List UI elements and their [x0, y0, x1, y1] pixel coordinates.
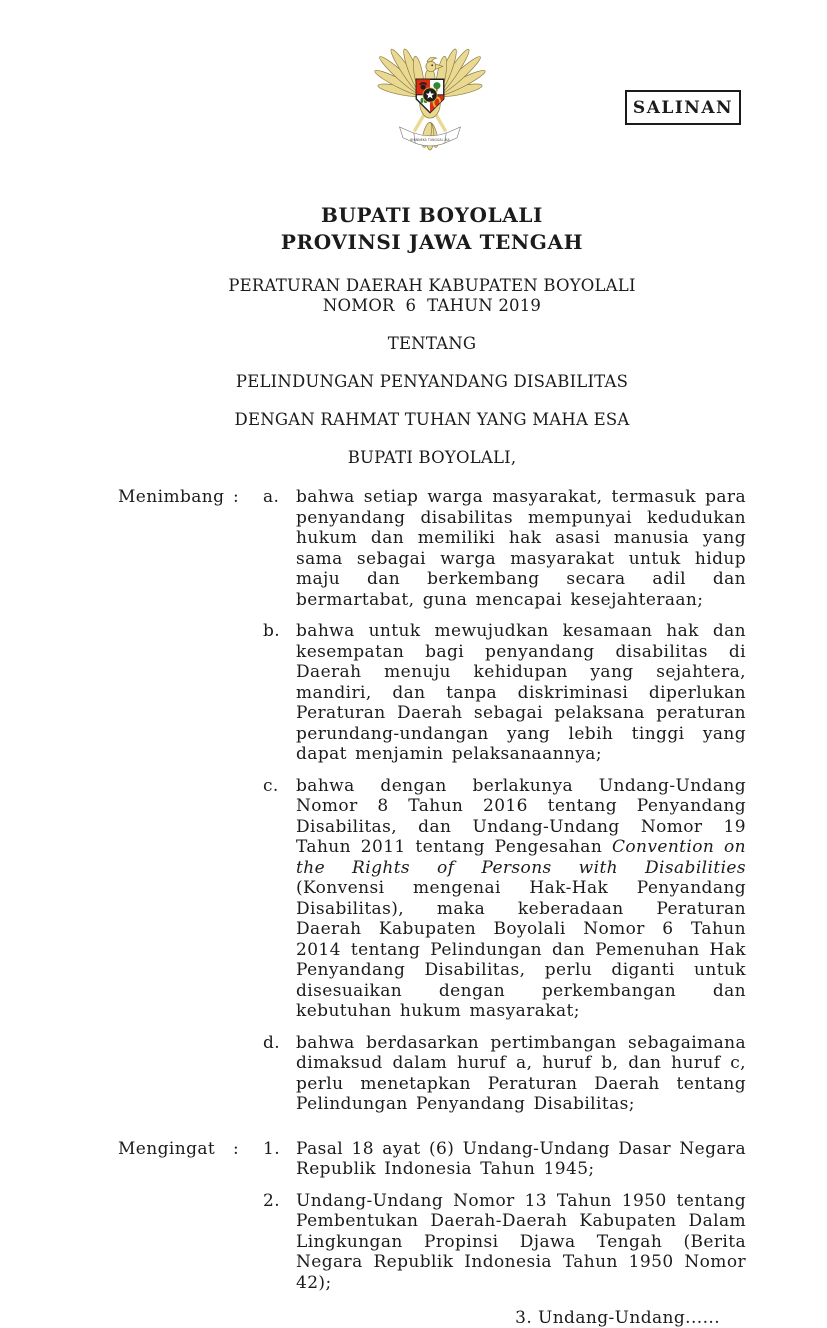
- item-text: Pasal 18 ayat (6) Undang-Undang Dasar Negara Republik Indonesia Tahun 1945;: [296, 1138, 746, 1179]
- regulation-name: PERATURAN DAERAH KABUPATEN BOYOLALI: [228, 276, 636, 295]
- item-marker: c.: [263, 775, 279, 796]
- item-text: bahwa setiap warga masyarakat, termasuk para penyandang disabilitas mempunyai kedudukan hukum dan memiliki hak asasi manusia yang sama sebagai warga masyarakat untuk hidup maju dan berkembang secara adil dan bermartabat, guna mencapai kesejahteraan;: [296, 487, 746, 610]
- salinan-label: SALINAN: [632, 97, 734, 118]
- mengingat-colon: :: [233, 1138, 240, 1159]
- item-marker: b.: [263, 621, 281, 641]
- mengingat-label: Mengingat: [118, 1138, 216, 1159]
- menimbang-colon: :: [233, 487, 240, 507]
- regulation-heading: [118, 276, 746, 316]
- item-text: bahwa berdasarkan pertimbangan sebagaimana dimaksud dalam huruf a, huruf b, dan huruf c, perlu menetapkan Peraturan Daerah tentang Pelindungan Penyandang Disabilitas;: [296, 1032, 746, 1114]
- tentang-label: TENTANG: [387, 334, 477, 353]
- title-line-1: BUPATI BOYOLALI: [321, 203, 543, 227]
- menimbang-item-c: [118, 776, 746, 1022]
- regulation-subject: PELINDUNGAN PENYANDANG DISABILITAS: [235, 372, 629, 391]
- menimbang-item-a: [118, 487, 746, 610]
- item-marker: d.: [263, 1032, 281, 1053]
- page-catchword: 3. Undang-Undang......: [515, 1308, 720, 1328]
- official-line: BUPATI BOYOLALI,: [347, 448, 517, 467]
- document-content: [118, 0, 746, 1328]
- mengingat-item-1: [118, 1139, 746, 1180]
- mengingat-section: [118, 1139, 746, 1294]
- regulation-number: NOMOR 6 TAHUN 2019: [322, 296, 542, 315]
- item-marker: a.: [263, 487, 280, 507]
- menimbang-item-b: [118, 621, 746, 765]
- menimbang-section: [118, 487, 746, 1115]
- banner-motto: BHINNEKA TUNGGAL IKA: [410, 137, 450, 142]
- mengingat-item-2: [118, 1191, 746, 1294]
- item-marker: 1.: [263, 1138, 281, 1159]
- item-text: Undang-Undang Nomor 13 Tahun 1950 tentang Pembentukan Daerah-Daerah Kabupaten Dalam Lingkungan Propinsi Djawa Tengah (Berita Negara Republik Indonesia Tahun 1950 Nomor 42);: [296, 1190, 746, 1293]
- invocation-line: DENGAN RAHMAT TUHAN YANG MAHA ESA: [234, 410, 630, 429]
- title-line-2: PROVINSI JAWA TENGAH: [280, 230, 584, 254]
- italic-convention-title: Convention on the Rights of Persons with Disabilities: [296, 837, 746, 878]
- document-title: [118, 202, 746, 256]
- item-text: bahwa dengan berlakunya Undang-Undang Nomor 8 Tahun 2016 tentang Penyandang Disabilitas, dan Undang-Undang Nomor 19 Tahun 2011 tentang Pengesahan Convention on the Rights of Persons with Disabilities (Konvensi mengenai Hak-Hak Penyandang Disabilitas), maka keberadaan Peraturan Daerah Kabupaten Boyolali Nomor 6 Tahun 2014 tentang Pelindungan dan Pemenuhan Hak Penyandang Disabilitas, perlu diganti untuk disesuaikan dengan perkembangan dan kebutuhan hukum masyarakat;: [296, 775, 746, 1021]
- item-marker: 2.: [263, 1190, 281, 1211]
- item-text: bahwa untuk mewujudkan kesamaan hak dan kesempatan bagi penyandang disabilitas di Daerah menuju kehidupan yang sejahtera, mandiri, dan tanpa diskriminasi diperlukan Peraturan Daerah sebagai pelaksana peraturan perundang-undangan yang lebih tinggi yang dapat menjamin pelaksanaannya;: [296, 621, 746, 764]
- menimbang-item-d: [118, 1033, 746, 1115]
- menimbang-label: Menimbang: [118, 487, 225, 507]
